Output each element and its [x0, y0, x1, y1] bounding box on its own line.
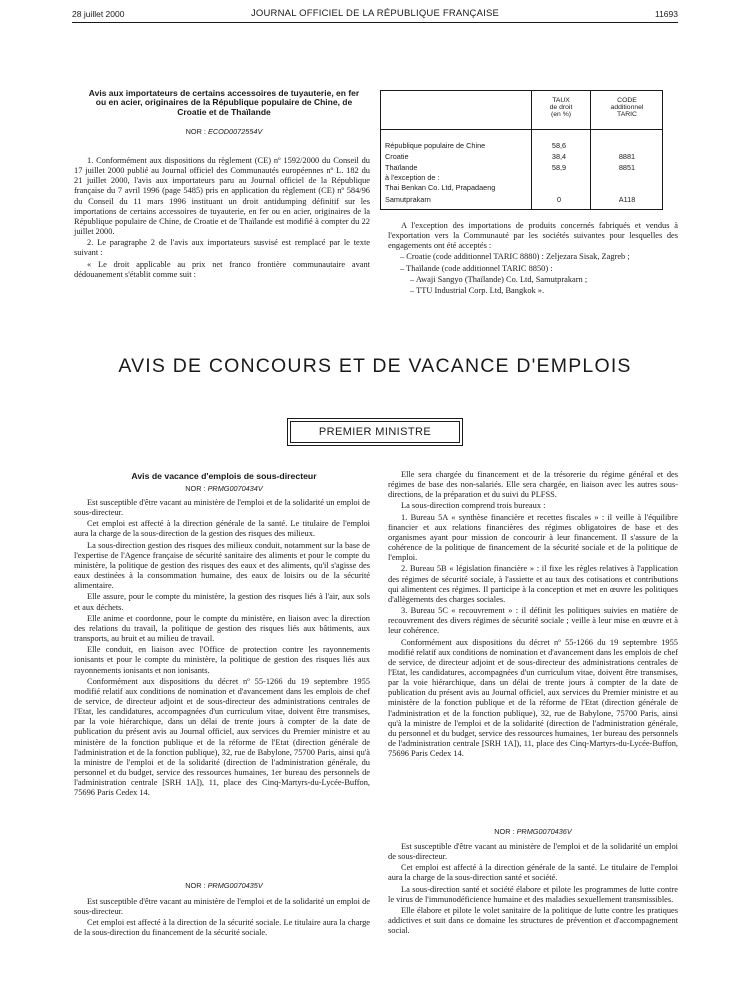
vacancy-paragraph: Est susceptible d'être vacant au ministère de l'emploi et de la solidarité un emploi de sous-directeur.: [74, 498, 370, 518]
nor-code: PRMG0070435V: [207, 881, 263, 890]
exception-item: – Awaji Sangyo (Thaïlande) Co. Ltd, Samutprakarn ;: [410, 274, 588, 284]
table-row: [385, 152, 655, 162]
row-label: Croatie: [385, 152, 409, 161]
row-label: Thaïlande: [385, 163, 418, 172]
nor-label: NOR :: [185, 127, 206, 136]
taric-table: [380, 90, 663, 210]
row-rate: 0: [556, 195, 562, 204]
header-date: 28 juillet 2000: [72, 9, 125, 19]
vacancy-first-body: [74, 498, 370, 800]
vacancy-paragraph: 2. Bureau 5B « législation financière » : il fixe les règles relatives à l'application des régimes de sécurité sociale, à l'assiette et au taux des cotisations et contributions qui alimentent ces régimes. Il participe à la conception et met en œuvre les politiques d'allègements des charges sociales.: [388, 564, 678, 604]
vacancy-paragraph: 3. Bureau 5C « recouvrement » : il définit les politiques suivies en matière de recouvrement des divers régimes de sécurité sociale ; veille à leur mise en œuvre et à leur cohérence.: [388, 606, 678, 636]
vacancy-paragraph: Est susceptible d'être vacant au ministère de l'emploi et de la solidarité un emploi de sous-directeur.: [388, 842, 678, 862]
nor-label: NOR :: [185, 881, 206, 890]
row-code: A118: [618, 195, 636, 204]
row-label: République populaire de Chine: [385, 141, 486, 150]
notice-paragraph: 1. Conformément aux dispositions du règlement (CE) nº 1592/2000 du Conseil du 17 juillet 2000 publié au Journal officiel des Communautés européennes nº L. 182 du 21 juillet 2000, l'avis aux importateurs paru au Journal officiel de la République française du 7 avril 1996 (page 5485) pris en application du règlement (CE) nº 584/96 du Conseil du 11 mars 1996 instituant un droit antidumping définitif sur les importations de certains accessoires de tuyauterie, en fer ou en acier, originaires de la République populaire de Chine, de Croatie et de Thaïlande est modifié à compter du 22 juillet 2000.: [74, 156, 370, 237]
vacancy-title: Avis de vacance d'emplois de sous-directeur: [131, 471, 317, 481]
table-row: [385, 163, 655, 173]
header-divider: [72, 22, 678, 23]
vacancy-paragraph: Elle assure, pour le compte du ministère, la gestion des risques liés à l'air, aux sols et aux déchets.: [74, 592, 370, 612]
journal-title: JOURNAL OFFICIEL DE LA RÉPUBLIQUE FRANÇAISE: [250, 8, 500, 19]
table-row: [385, 183, 655, 193]
vacancy-paragraph: La sous-direction gestion des risques des milieux conduit, notamment sur la base de l'expertise de l'Agence française de sécurité sanitaire des aliments et pour le compte du ministère, la politique de gestion des risques des eaux et des aliments, qu'il s'agisse des eaux destinées à la consommation humaine, des eaux de loisirs ou de la sécurité alimentaire.: [74, 540, 370, 591]
vacancy-paragraph: Elle élabore et pilote le volet sanitaire de la politique de lutte contre les pratiques addictives et suit dans ce domaine les structures de prévention et d'accompagnement social.: [388, 905, 678, 936]
table-header-divider: [381, 129, 662, 130]
exceptions-intro: A l'exception des importations de produits concernés fabriqués et vendus à l'exportation vers la Communauté par les sociétés suivantes pour lesquelles des engagements ont été acceptés :: [388, 221, 678, 251]
vacancy-paragraph: Conformément aux dispositions du décret nº 55-1266 du 19 septembre 1955 modifié relatif aux conditions de nomination et d'avancement dans les emplois de chef de service, de directeur adjoint et de sous-directeur des administrations centrales de l'Etat, les candidatures, accompagnées d'un curriculum vitae, doivent être transmises, par la voie hiérarchique, dans un délai de trente jours à compter de la date de publication du présent avis au Journal officiel, aux services du Premier ministre et au ministère de la fonction publique et de la réforme de l'Etat (direction générale de l'administration et de la fonction publique), 32, rue de Babylone, 75700 Paris, ainsi qu'à la ministre de l'emploi et de la solidarité (direction de l'administration générale, du personnel et du budget, service des ressources humaines, 1er bureau des personnels de l'administration centrale [SRH 1A]), 11, place des Cinq-Martyrs-du-Lycée-Buffon, 75696 Paris Cedex 14.: [388, 637, 678, 759]
notice-paragraph: 2. Le paragraphe 2 de l'avis aux importateurs susvisé est remplacé par le texte suivant :: [74, 238, 370, 258]
rate-column-header: TAUX de droit (en %): [549, 97, 573, 119]
vacancy-nor: [83, 484, 365, 493]
page-number: 11693: [654, 9, 678, 19]
nor-code: ECOD0072554V: [207, 127, 263, 136]
vacancy-nor: [83, 881, 365, 890]
section-title: AVIS DE CONCOURS ET DE VACANCE D'EMPLOIS: [118, 355, 632, 377]
notice-title: Avis aux importateurs de certains accessoires de tuyauterie, en fer ou en acier, originaires de la République populaire de Chine, de Croatie et de Thaïlande: [88, 88, 360, 117]
exception-item: – Thaïlande (code additionnel TARIC 8850) :: [400, 263, 553, 273]
ministry-label: PREMIER MINISTRE: [290, 421, 460, 443]
vacancy-paragraph: Cet emploi est affecté à la direction générale de la santé. Le titulaire de l'emploi aura la charge de la sous-direction santé et société.: [388, 863, 678, 883]
notice-body: [74, 156, 370, 281]
row-rate: 58,9: [551, 163, 567, 172]
nor-label: NOR :: [494, 827, 515, 836]
nor-code: PRMG0070436V: [516, 827, 572, 836]
vacancy-paragraph: La sous-direction comprend trois bureaux :: [401, 501, 546, 511]
exceptions-body: [388, 221, 678, 297]
table-row: [385, 141, 655, 151]
vacancy-paragraph: Est susceptible d'être vacant au ministère de l'emploi et de la solidarité un emploi de sous-directeur.: [74, 897, 370, 917]
vacancy-paragraph: La sous-direction santé et société élabore et pilote les programmes de lutte contre le virus de l'immunodéficience humaine et des maladies sexuellement transmissibles.: [388, 884, 678, 904]
vacancy-paragraph: Elle anime et coordonne, pour le compte du ministère, en liaison avec la direction des relations du travail, la politique de gestion des risques liés aux bâtiments, aux transports, au bruit et au milieu de travail.: [74, 613, 370, 644]
exception-item: – TTU Industrial Corp. Ltd, Bangkok ».: [410, 285, 545, 295]
taric-code-column-header: CODE additionnel TARIC: [610, 97, 644, 119]
ministry-box: [287, 418, 463, 446]
vacancy-third-body: [388, 842, 678, 937]
vacancy-paragraph: 1. Bureau 5A « synthèse financière et recettes fiscales » : il veille à l'équilibre financier et aux relations financières des régimes obligatoires de base et des organismes ayant pour mission de concourir à leur financement. Il s'assure de la cohérence de la politique de financement de la sécurité sociale et de la politique de l'emploi.: [388, 512, 678, 563]
nor-label: NOR :: [185, 484, 206, 493]
table-row: [385, 195, 655, 205]
notice-paragraph: « Le droit applicable au prix net franco frontière communautaire avant dédouanement s'établit comme suit :: [74, 259, 370, 279]
notice-nor: [83, 127, 365, 136]
page-header: [72, 8, 678, 22]
vacancy-paragraph: Elle sera chargée du financement et de la trésorerie du régime général et des régimes de base des non-salariés. Elle sera chargée, en liaison avec les autres sous-directions, de la préparation et du suivi du PLFSS.: [388, 470, 678, 500]
vacancy-second-body-start: [74, 897, 370, 940]
row-rate: 58,6: [551, 141, 567, 150]
vacancy-paragraph: Cet emploi est affecté à la direction de la sécurité sociale. Le titulaire aura la charge de la sous-direction du financement de la sécurité sociale.: [74, 918, 370, 938]
row-label: à l'exception de :: [385, 173, 440, 182]
row-label: Samutprakarn: [385, 195, 431, 204]
vacancy-second-body-continued: [388, 470, 678, 760]
vacancy-nor: [388, 827, 678, 836]
row-code: 8881: [618, 152, 636, 161]
nor-code: PRMG0070434V: [207, 484, 263, 493]
table-row: [385, 173, 655, 183]
vacancy-paragraph: Conformément aux dispositions du décret nº 55-1266 du 19 septembre 1955 modifié relatif aux conditions de nomination et d'avancement dans les emplois de chef de service, de directeur adjoint et de sous-directeur des administrations centrales de l'Etat, les candidatures, accompagnées d'un curriculum vitae, doivent être transmises, par la voie hiérarchique, dans un délai de trente jours à compter de la date de publication du présent avis au Journal officiel, aux services du Premier ministre et au ministère de la fonction publique et de la réforme de l'Etat (direction générale de l'administration et de la fonction publique), 32, rue de Babylone, 75700 Paris, ainsi qu'à la ministre de l'emploi et de la solidarité (direction de l'administration générale, du personnel et du budget, service des ressources humaines, 1er bureau des personnels de l'administration centrale [SRH 1A]), 11, place des Cinq-Martyrs-du-Lycée-Buffon, 75696 Paris Cedex 14.: [74, 676, 370, 798]
row-label: Thai Benkan Co. Ltd, Prapadaeng: [385, 183, 496, 192]
vacancy-paragraph: Elle conduit, en liaison avec l'Office de protection contre les rayonnements ionisants et pour le compte du ministère, la politique de gestion des risques liés aux rayonnements ionisants et non ionisants.: [74, 645, 370, 675]
row-rate: 38,4: [551, 152, 567, 161]
exception-item: – Croatie (code additionnel TARIC 8880) : Zeljezara Sisak, Zagreb ;: [400, 252, 630, 262]
row-code: 8851: [618, 163, 636, 172]
vacancy-paragraph: Cet emploi est affecté à la direction générale de la santé. Le titulaire de l'emploi aura la charge de la sous-direction de la gestion des risques des milieux.: [74, 519, 370, 539]
